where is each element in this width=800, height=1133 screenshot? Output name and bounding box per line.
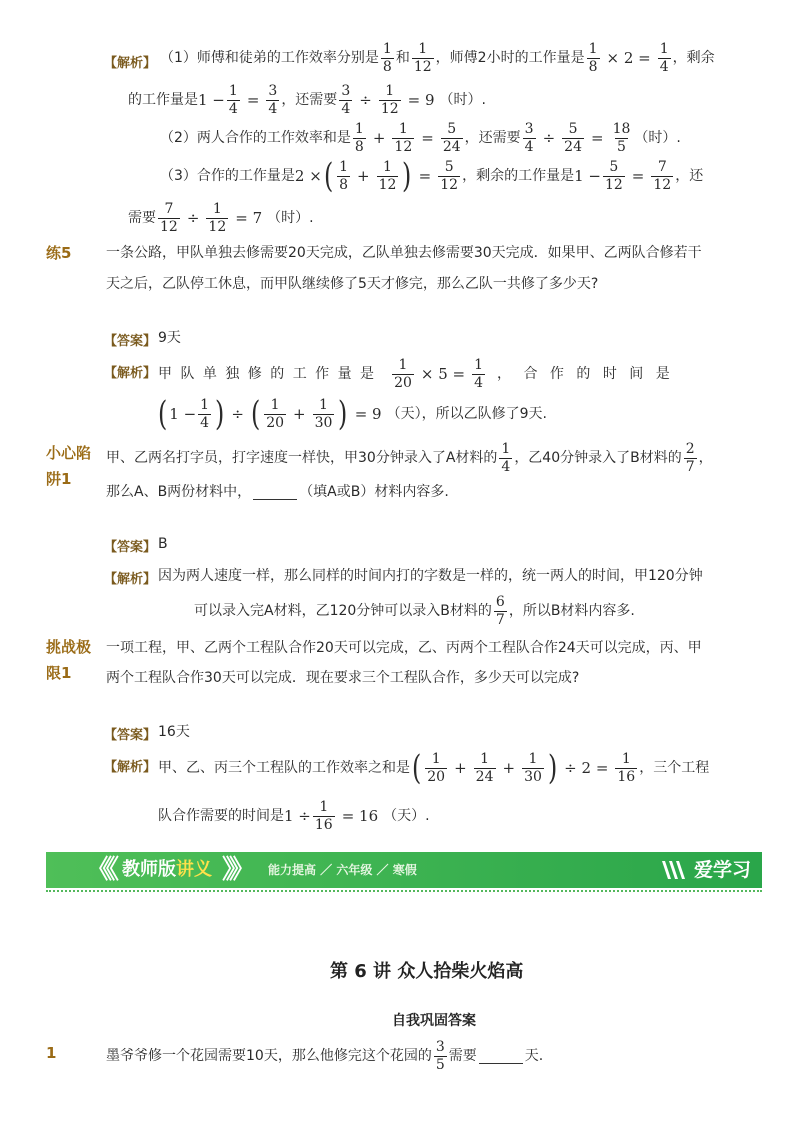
challenge-question-line-1: 一项工程，甲、乙两个工程队合作20天可以完成，乙、丙两个工程队合作24天可以完成，丙、甲 <box>106 640 702 656</box>
challenge-analysis-line-2: 队合作需要的时间是 1 ÷ $\frac{1}{16}$ = 16 （天）. <box>158 798 430 833</box>
header-banner <box>46 852 762 888</box>
answer-value: 9天 <box>158 330 181 346</box>
challenge-analysis-line-1: 甲、乙、丙三个工程队的工作效率之和是 ( $\frac{1}{20}$ + $\frac{1}{24}$ + $\frac{1}{30}$ ) ÷ 2 = $\frac{1}{16}$ ，三个工程 <box>158 748 710 788</box>
analysis-line-4: （3）合作的工作量是 2 × ( $\frac{1}{8}$ + $\frac{1}{12}$ ) = $\frac{5}{12}$ ，剩余的工作量是 1 − $\frac{5}{12}$ = $\frac{7}{12}$ ，还 <box>160 156 704 196</box>
analysis-label: 【解析】 <box>104 760 157 775</box>
chevron-right-icon: 》》 <box>222 855 250 885</box>
analysis-line-2: 的工作量是 1 − $\frac{1}{4}$ = $\frac{3}{4}$ ，还需要 $\frac{3}{4}$ ÷ $\frac{1}{12}$ = 9 （时）. <box>128 82 486 117</box>
analysis-label: 【解析】 <box>104 56 157 71</box>
exercise-question-line-2: 天之后，乙队停工休息，而甲队继续修了5天才修完，那么乙队一共修了多少天? <box>106 276 599 292</box>
trap-question-line-1: 甲、乙两名打字员，打字速度一样快，甲30分钟录入了A材料的 $\frac{1}{4}$ ，乙40分钟录入了B材料的 $\frac{2}{7}$ ， <box>106 440 713 475</box>
logo-icon <box>660 859 690 881</box>
analysis-line-5: 需要 $\frac{7}{12}$ ÷ $\frac{1}{12}$ = 7 （时）. <box>128 200 314 235</box>
banner-title: 教师版讲义 <box>122 859 212 880</box>
answer-value: B <box>158 536 168 552</box>
analysis-label: 【解析】 <box>104 572 157 587</box>
analysis-label: 【解析】 <box>104 366 157 381</box>
banner-subtitle: 能力提高 ／ 六年级 ／ 寒假 <box>268 863 417 877</box>
exercise-analysis-line-1: 甲 队 单 独 修 的 工 作 量 是 $\frac{1}{20}$ × 5 = $\frac{1}{4}$ ， 合 作 的 时 间 是 <box>158 356 674 391</box>
section-title: 自我巩固答案 <box>392 1013 476 1029</box>
answer-blank[interactable] <box>479 1049 523 1064</box>
answer-label: 【答案】 <box>104 540 157 555</box>
challenge-question-line-2: 两个工程队合作30天可以完成．现在要求三个工程队合作，多少天可以完成? <box>106 670 580 686</box>
chevron-left-icon: 《《 <box>86 855 114 885</box>
question-text: 墨爷爷修一个花园需要10天，那么他修完这个花园的 $\frac{3}{5}$ 需要 天. <box>106 1038 544 1073</box>
exercise-question-line-1: 一条公路，甲队单独去修需要20天完成，乙队单独去修需要30天完成．如果甲、乙两队合修若干 <box>106 245 702 261</box>
trap-question-line-2: 那么A、B两份材料中， （填A或B）材料内容多. <box>106 484 449 500</box>
analysis-line-1: （1）师傅和徒弟的工作效率分别是 $\frac{1}{8}$ 和 $\frac{1}{12}$ ，师傅2小时的工作量是 $\frac{1}{8}$ × 2 = $\frac{1}{4}$ ，剩余 <box>160 40 715 75</box>
trap-label: 小心陷 阱1 <box>46 444 92 488</box>
answer-blank[interactable] <box>253 485 297 500</box>
exercise-label: 练5 <box>46 244 72 262</box>
banner-divider <box>46 890 762 892</box>
question-number: 1 <box>46 1044 57 1062</box>
exercise-analysis-line-2: ( 1 − $\frac{1}{4}$ ) ÷ ( $\frac{1}{20}$ + $\frac{1}{30}$ ) = 9 （天），所以乙队修了9天. <box>157 394 547 434</box>
challenge-label: 挑战极 限1 <box>46 638 92 682</box>
brand-logo: 爱学习 <box>694 859 752 881</box>
trap-analysis-line-1: 因为两人速度一样，那么同样的时间内打的字数是一样的，统一两人的时间，甲120分钟 <box>158 568 703 584</box>
answer-label: 【答案】 <box>104 728 157 743</box>
answer-label: 【答案】 <box>104 334 157 349</box>
trap-analysis-line-2: 可以录入完A材料，乙120分钟可以录入B材料的 $\frac{6}{7}$ ，所以B材料内容多. <box>194 593 635 628</box>
answer-value: 16天 <box>158 724 190 740</box>
analysis-line-3: （2）两人合作的工作效率和是 $\frac{1}{8}$ + $\frac{1}{12}$ = $\frac{5}{24}$ ，还需要 $\frac{3}{4}$ ÷ $\frac{5}{24}$ = $\frac{18}{5}$ （时）. <box>160 120 681 155</box>
lecture-title: 第 6 讲 众人拾柴火焰高 <box>330 961 524 982</box>
